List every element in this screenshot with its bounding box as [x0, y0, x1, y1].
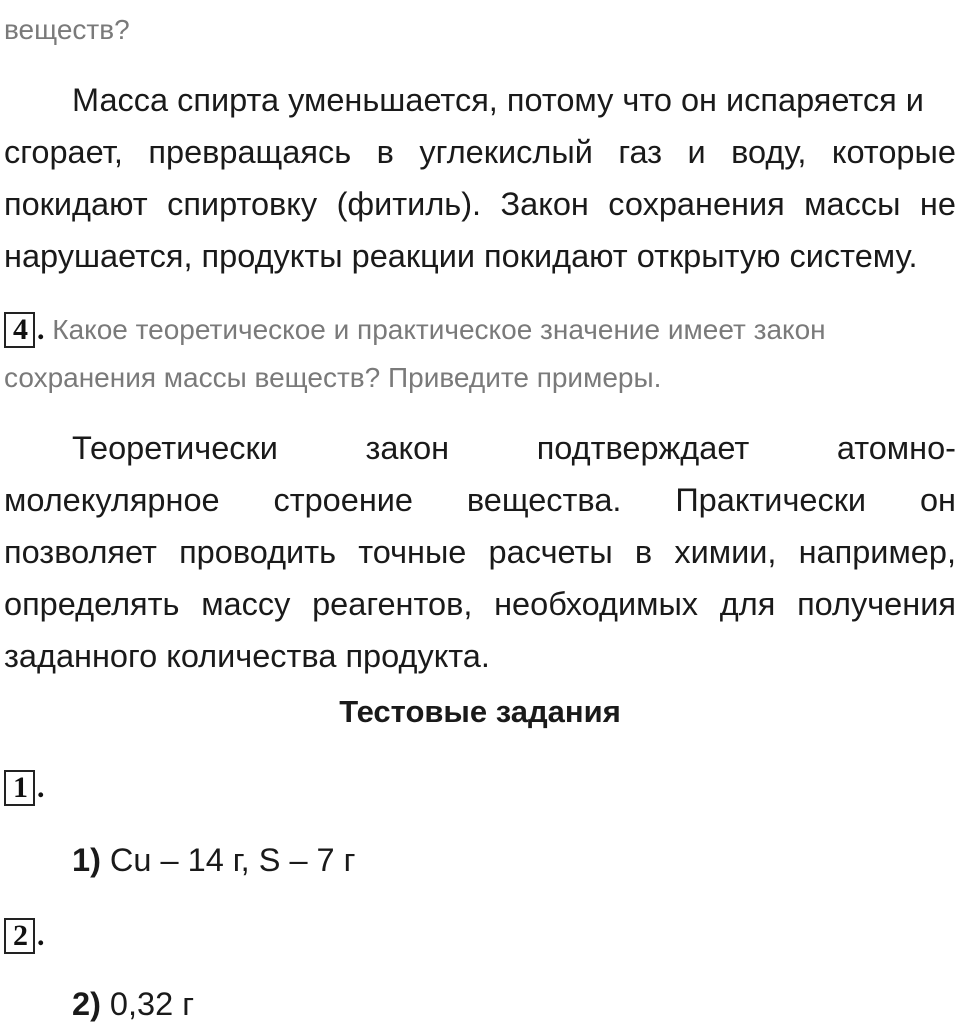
question-number-box: 2 — [4, 918, 35, 954]
answer-3-line-3: покидают спиртовку (фитиль). Закон сохранения массы не — [4, 186, 956, 222]
answer-4-line-3: позволяет проводить точные расчеты в химии, например, — [4, 534, 956, 570]
answer-3-line-4: нарушается, продукты реакции покидают открытую систему. — [4, 238, 918, 274]
test-1-answer: 1) Cu – 14 г, S – 7 г — [72, 842, 356, 878]
test-1-number: 1 . — [4, 766, 956, 808]
question-4-line-1: 4 . Какое теоретическое и практическое значение имеет закон — [4, 310, 956, 350]
answer-3-line-1: Масса спирта уменьшается, потому что он испаряется и — [72, 82, 924, 118]
question-4-line-2: сохранения массы веществ? Приведите примеры. — [4, 362, 662, 393]
answer-3-line-2: сгорает, превращаясь в углекислый газ и воду, которые — [4, 134, 956, 170]
answer-4-line-1: Теоретически закон подтверждает атомно- — [72, 430, 956, 466]
tests-heading: Тестовые задания — [339, 694, 621, 729]
previous-question-fragment: веществ? — [4, 14, 130, 45]
question-number-box: 1 — [4, 770, 35, 806]
answer-4-line-2: молекулярное строение вещества. Практически он — [4, 482, 956, 518]
answer-4-line-4: определять массу реагентов, необходимых для получения — [4, 586, 956, 622]
test-2-number: 2 . — [4, 914, 956, 956]
answer-4-line-5: заданного количества продукта. — [4, 638, 490, 674]
question-number-box: 4 — [4, 312, 35, 348]
test-2-answer: 2) 0,32 г — [72, 986, 195, 1022]
question-4-text-1: Какое теоретическое и практическое значение имеет закон — [52, 314, 826, 345]
